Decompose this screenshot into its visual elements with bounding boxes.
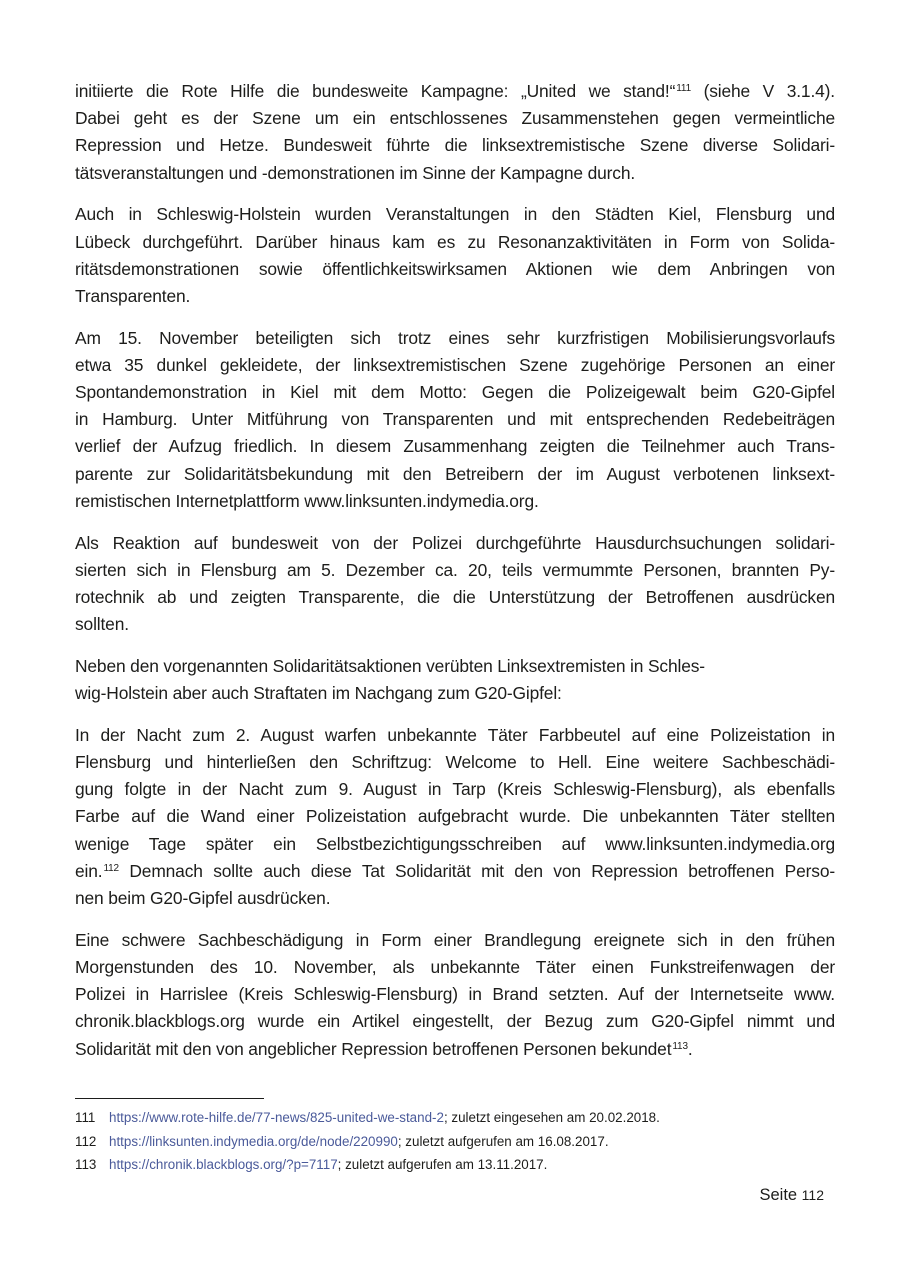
text-line: verlief der Aufzug friedlich. In diesem Zusammenhang zeigten die Teilnehmer auch Trans- xyxy=(75,436,835,457)
footnote-link[interactable]: https://chronik.blackblogs.org/?p=7117 xyxy=(109,1157,338,1172)
text-line: In der Nacht zum 2. August warfen unbekannte Täter Farbbeutel auf eine Polizeistation in xyxy=(75,724,835,745)
footnote-note: ; zuletzt eingesehen am 20.02.2018. xyxy=(443,1110,660,1125)
footnote-note: ; zuletzt aufgerufen am 13.11.2017. xyxy=(337,1157,548,1172)
text-line: initiierte die Rote Hilfe die bundesweite Kampagne: „United we stand!“$^{111}$ (siehe V 3.1.4). xyxy=(75,81,835,101)
footnote-note: ; zuletzt aufgerufen am 16.08.2017. xyxy=(397,1133,609,1149)
text-line: Spontandemonstration in Kiel mit dem Motto: Gegen die Polizeigewalt beim G20-Gipfel xyxy=(75,382,835,403)
footnote-ref-112[interactable]: 112 xyxy=(103,862,119,874)
text-line: sollten. xyxy=(75,614,129,635)
paragraph-15-november xyxy=(75,325,835,515)
text-line: Neben den vorgenannten Solidaritätsaktionen verübten Linksextremisten in Schles- xyxy=(75,655,705,676)
paragraph-brandlegung xyxy=(75,927,835,1063)
text-line: Flensburg und hinterließen den Schriftzug: Welcome to Hell. Eine weitere Sachbeschädi- xyxy=(75,751,835,772)
footnote-ref-111[interactable]: 111 xyxy=(676,83,691,94)
paragraph-hausdurchsuchungen xyxy=(75,530,835,639)
text-line: Repression und Hetze. Bundesweit führte die linksextremistische Szene diverse Solidari- xyxy=(75,135,835,156)
text-line: Lübeck durchgeführt. Darüber hinaus kam es zu Resonanzaktivitäten in Form von Solida- xyxy=(75,231,835,252)
text-line: Solidarität mit den von angeblicher Repression betroffenen Personen bekundet$^{113}$. xyxy=(75,1038,693,1059)
footnote-number: 111 xyxy=(75,1110,96,1125)
footnote-link[interactable]: https://linksunten.indymedia.org/de/node/220990 xyxy=(109,1133,398,1149)
text-line: tätsveranstaltungen und -demonstrationen im Sinne der Kampagne durch. xyxy=(75,162,636,183)
text-line: in Hamburg. Unter Mitführung von Transparenten und mit entsprechenden Redebeiträgen xyxy=(75,409,835,430)
text-line: Farbe auf die Wand einer Polizeistation aufgebracht wurde. Die unbekannten Täter stellten xyxy=(75,806,835,827)
document-body xyxy=(75,78,835,1077)
text-line: Morgenstunden des 10. November, als unbekannte Täter einen Funkstreifenwagen der xyxy=(75,956,835,977)
text-line: Als Reaktion auf bundesweit von der Polizei durchgeführte Hausdurchsuchungen solidari- xyxy=(75,532,835,553)
footnote-113 xyxy=(75,1153,835,1177)
page-value: 112 xyxy=(801,1187,824,1203)
text-line: rotechnik ab und zeigten Transparente, die die Unterstützung der Betroffenen ausdrücken xyxy=(75,586,835,607)
footnote-ref-113[interactable]: 113 xyxy=(672,1040,688,1052)
text-line: ritätsdemonstrationen sowie öffentlichkeitswirksamen Aktionen wie dem Anbringen von xyxy=(75,258,835,279)
text-line: Am 15. November beteiligten sich trotz eines sehr kurzfristigen Mobilisierungsvorlaufs xyxy=(75,327,835,348)
text-line: ein.$^{112}$ Demnach sollte auch diese Tat Solidarität mit den von Repression betroffenen Perso- xyxy=(75,860,835,881)
text-line: Dabei geht es der Szene um ein entschlossenes Zusammenstehen gegen vermeintliche xyxy=(75,108,835,129)
text-line: parente zur Solidaritätsbekundung mit den Betreibern der im August verbotenen linksext- xyxy=(75,463,835,484)
footnote-111 xyxy=(75,1106,835,1130)
text-line: Eine schwere Sachbeschädigung in Form einer Brandlegung ereignete sich in den frühen xyxy=(75,929,835,950)
text-line: Transparenten. xyxy=(75,285,191,306)
footnote-link[interactable]: https://www.rote-hilfe.de/77-news/825-united-we-stand-2 xyxy=(109,1110,444,1125)
paragraph-schleswig-holstein xyxy=(75,201,835,310)
page-label: Seite xyxy=(759,1186,802,1204)
text-line: gung folgte in der Nacht zum 9. August in Tarp (Kreis Schleswig-Flensburg), als ebenfalls xyxy=(75,779,835,800)
text-line: wig-Holstein aber auch Straftaten im Nachgang zum G20-Gipfel: xyxy=(75,683,562,704)
paragraph-farbbeutel xyxy=(75,722,835,912)
text-line: remistischen Internetplattform www.linksunten.indymedia.org. xyxy=(75,490,539,511)
text-line: wenige Tage später ein Selbstbezichtigungsschreiben auf www.linksunten.indymedia.org xyxy=(75,833,835,854)
text-line: sierten sich in Flensburg am 5. Dezember ca. 20, teils vermummte Personen, brannten Py- xyxy=(75,559,835,580)
page-number xyxy=(759,1186,824,1205)
footnote-112 xyxy=(75,1130,835,1154)
text-line: nen beim G20-Gipfel ausdrücken. xyxy=(75,887,331,908)
footnote-number: 112 xyxy=(75,1133,97,1149)
footnote-number: 113 xyxy=(75,1157,97,1172)
footnote-separator xyxy=(75,1098,264,1099)
text-line: Auch in Schleswig-Holstein wurden Veranstaltungen in den Städten Kiel, Flensburg und xyxy=(75,204,835,225)
paragraph-kampagne xyxy=(75,78,835,187)
text-line: Polizei in Harrislee (Kreis Schleswig-Flensburg) in Brand setzten. Auf der Internetseite www. xyxy=(75,984,835,1005)
paragraph-straftaten xyxy=(75,653,835,707)
footnotes xyxy=(75,1106,835,1177)
text-line: chronik.blackblogs.org wurde ein Artikel eingestellt, der Bezug zum G20-Gipfel nimmt und xyxy=(75,1011,835,1032)
text-line: etwa 35 dunkel gekleidete, der linksextremistischen Szene zugehörige Personen an einer xyxy=(75,354,835,375)
